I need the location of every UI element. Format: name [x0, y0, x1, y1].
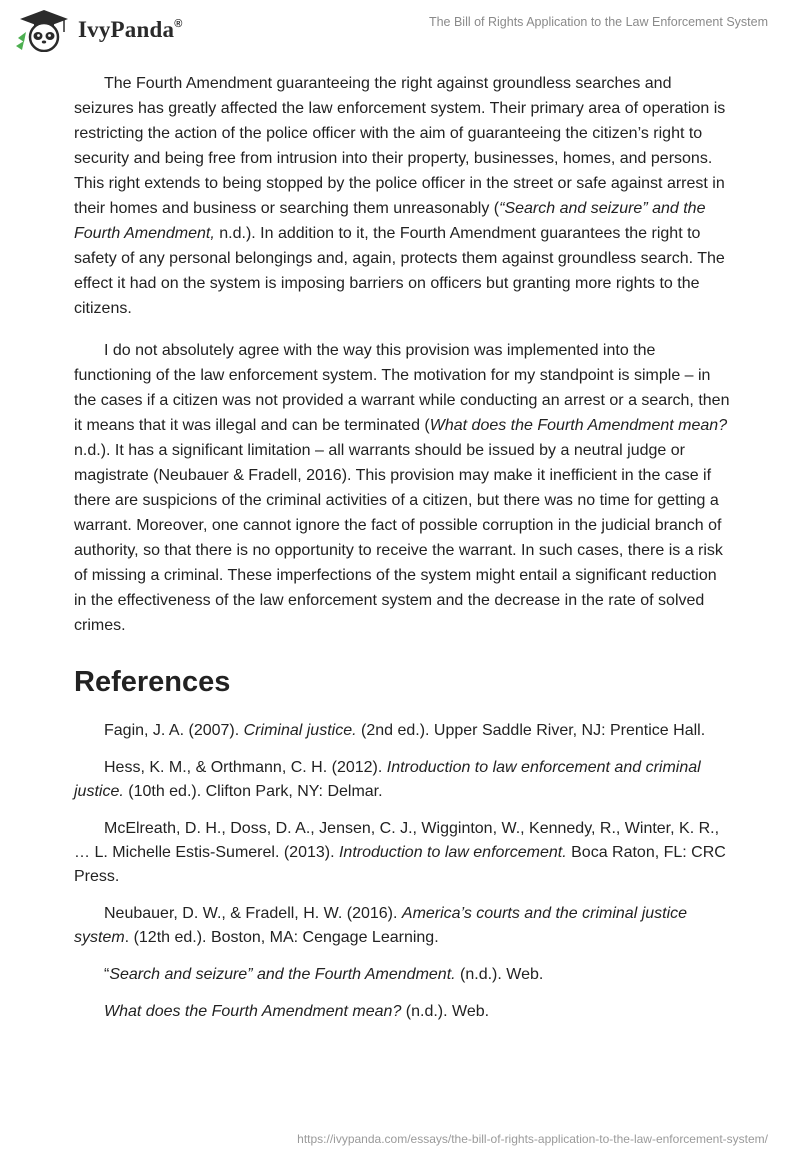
essay-content [74, 71, 730, 1024]
reference-item: What does the Fourth Amendment mean? (n.d.). Web. [104, 1003, 490, 1020]
reference-item: Fagin, J. A. (2007). Criminal justice. (2nd ed.). Upper Saddle River, NJ: Prentice Hall. [104, 722, 706, 739]
brand-name: IvyPanda® [78, 17, 183, 42]
reference-item: Hess, K. M., & Orthmann, C. H. (2012). Introduction to law enforcement and criminal justice. (10th ed.). Clifton Park, NY: Delmar. [74, 759, 701, 800]
page-header [0, 0, 800, 60]
reference-item: “Search and seizure” and the Fourth Amendment. (n.d.). Web. [104, 966, 544, 983]
reference-item: McElreath, D. H., Doss, D. A., Jensen, C. J., Wigginton, W., Kennedy, R., Winter, K. R., … L. Michelle Estis-Sumerel. (2013). Introduction to law enforcement. Boca Raton, FL: CRC Press. [74, 820, 726, 885]
references-heading: References [74, 666, 231, 698]
logo[interactable] [14, 8, 183, 52]
reference-item: Neubauer, D. W., & Fradell, H. W. (2016). America’s courts and the criminal justice system. (12th ed.). Boston, MA: Cengage Learning. [74, 905, 688, 946]
document-title: The Bill of Rights Application to the Law Enforcement System [428, 15, 768, 29]
source-url[interactable]: https://ivypanda.com/essays/the-bill-of-rights-application-to-the-law-enforcement-system/ [297, 1132, 768, 1146]
body-paragraph-1: The Fourth Amendment guaranteeing the right against groundless searches and seizures has greatly affected the law enforcement system. Their primary area of operation is restricting the action of the police officer with the aim of guaranteeing the citizen’s right to security and being free from intrusion into their property, businesses, homes, and persons. This right extends to being stopped by the police officer in the street or safe against arrest in their homes and business or searching them unreasonably (“Search and seizure” and the Fourth Amendment, n.d.). In addition to it, the Fourth Amendment guarantees the right to safety of any personal belongings and, again, protects them against groundless search. The effect it had on the system is imposing barriers on officers but granting more rights to the citizens. [74, 75, 726, 317]
body-paragraph-2: I do not absolutely agree with the way this provision was implemented into the functioning of the law enforcement system. The motivation for my standpoint is simple – in the cases if a citizen was not provided a warrant while conducting an arrest or a search, then it means that it was illegal and can be terminated (What does the Fourth Amendment mean? n.d.). It has a significant limitation – all warrants should be issued by a neutral judge or magistrate (Neubauer & Fradell, 2016). This provision may make it inefficient in the case if there are suspicions of the criminal activities of a citizen, but there was no time for getting a warrant. Moreover, one cannot ignore the fact of possible corruption in the judicial branch of authority, so that there is no opportunity to receive the warrant. In such cases, there is a risk of missing a criminal. These imperfections of the system might entail a significant reduction in the effectiveness of the law enforcement system and the decrease in the rate of solved crimes. [74, 342, 730, 634]
panda-graduate-icon [14, 8, 74, 52]
